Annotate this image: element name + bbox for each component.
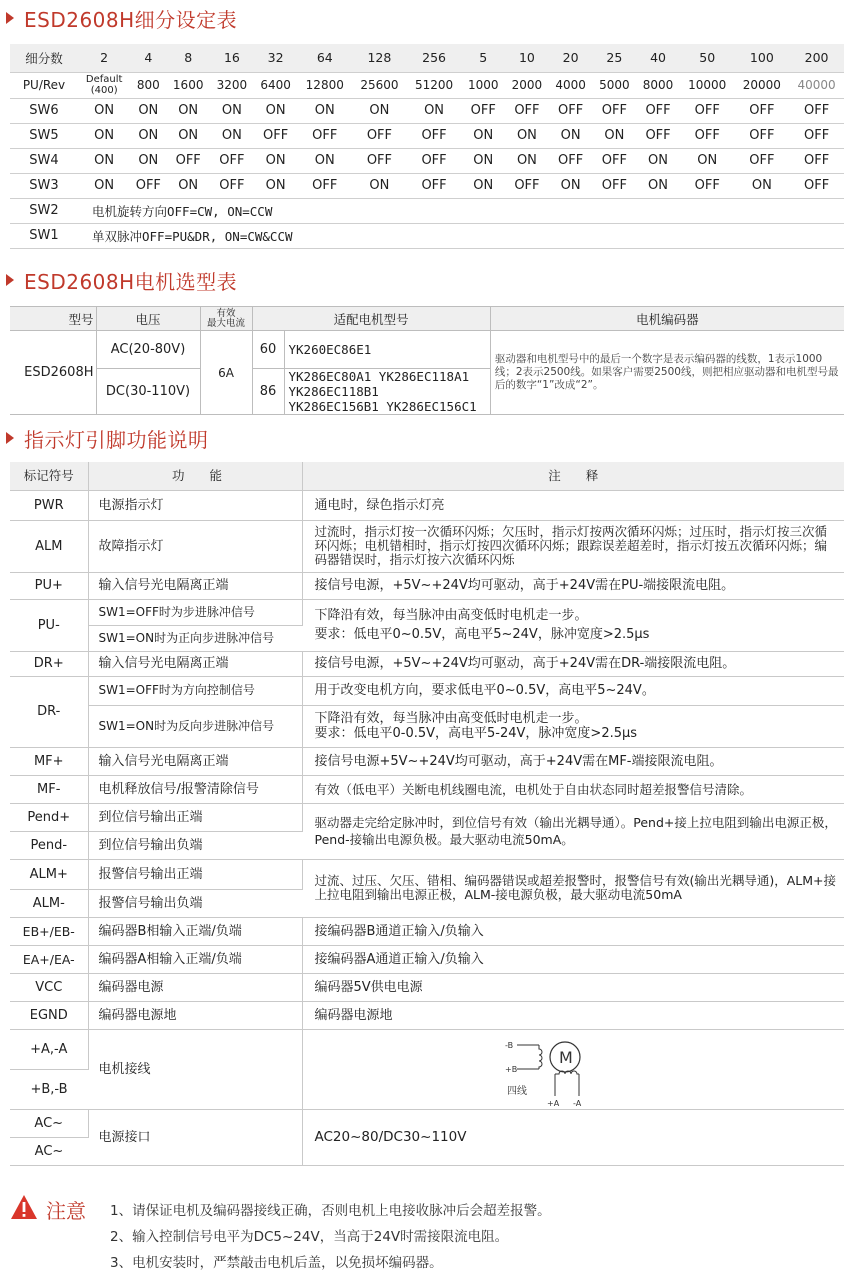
switch-state: OFF: [130, 173, 166, 198]
pin-row-dr-minus: DR- SW1=OFF时为方向控制信号 用于改变电机方向，要求低电平0~0.5V，高电平5~24V。: [10, 676, 844, 705]
motor-models-86: YK286EC80A1 YK286EC118A1 YK286EC118B1 YK286EC156B1 YK286EC156C1: [284, 369, 490, 415]
switch-label: SW5: [10, 123, 78, 148]
pin-row-alm-led: ALM 故障指示灯 过流时，指示灯按一次循环闪烁；欠压时，指示灯按两次循环闪烁；过压时，指示灯按三次循环闪烁；电机错相时，指示灯按四次循环闪烁；跟踪误差超差时，指示灯按五次循环闪烁；编码器错误时，指示灯按六次循环闪烁: [10, 520, 844, 572]
section-title-motor-selection: ESD2608H电机选型表: [6, 266, 237, 294]
switch-state: ON: [166, 98, 210, 123]
switch-state: ON: [130, 98, 166, 123]
triangle-bullet-icon: [6, 12, 14, 24]
pu-value: 8000: [636, 72, 680, 98]
switch-state: ON: [254, 148, 298, 173]
switch-state: OFF: [680, 123, 735, 148]
pin-row-ea: EA+/EA- 编码器A相输入正端/负端 接编码器A通道正输入/负输入: [10, 945, 844, 973]
pu-value: 6400: [254, 72, 298, 98]
sw1-description: 单双脉冲OFF=PU&DR, ON=CW&CCW: [78, 223, 844, 248]
warning-lines: [110, 1198, 551, 1276]
microstep-value: 100: [735, 44, 790, 72]
header-symbol: 标记符号: [10, 462, 88, 490]
switch-state: OFF: [210, 148, 254, 173]
switch-state: OFF: [352, 148, 407, 173]
switch-state: OFF: [636, 123, 680, 148]
driver-model: ESD2608H: [10, 331, 96, 415]
warning-line: 3、电机安装时，严禁敲击电机后盖，以免损坏编码器。: [110, 1255, 443, 1271]
microstep-value: 4: [130, 44, 166, 72]
switch-state: OFF: [636, 98, 680, 123]
pu-value: 2000: [505, 72, 549, 98]
switch-state: ON: [461, 148, 505, 173]
pin-row-pend-plus: Pend+ 到位信号输出正端 驱动器走完给定脉冲时，到位信号有效（输出光耦导通）。Pend+接上拉电阻到输出电源正极，Pend-接输出电源负极。最大驱动电流50mA。: [10, 803, 844, 831]
pu-value: 4000: [549, 72, 593, 98]
microstep-value: 2: [78, 44, 130, 72]
motor-wiring-diagram: [302, 1029, 844, 1109]
switch-state: OFF: [592, 173, 636, 198]
microstep-value: 16: [210, 44, 254, 72]
section-title-microstep: ESD2608H细分设定表: [6, 4, 237, 32]
coil-a-icon: [555, 1071, 579, 1074]
pin-row-pu-minus-2: SW1=ON时为正向步进脉冲信号: [10, 625, 844, 651]
switch-state: ON: [549, 173, 593, 198]
switch-state: ON: [78, 173, 130, 198]
sw1-row: [10, 223, 844, 248]
pin-table-header: [10, 462, 844, 490]
switch-state: OFF: [166, 148, 210, 173]
sw2-label: SW2: [10, 198, 78, 223]
pin-row-eb: EB+/EB- 编码器B相输入正端/负端 接编码器B通道正输入/负输入: [10, 917, 844, 945]
switch-state: OFF: [789, 173, 844, 198]
switch-state: OFF: [407, 123, 462, 148]
switch-state: OFF: [592, 148, 636, 173]
triangle-bullet-icon: [6, 432, 14, 444]
switch-state: OFF: [735, 148, 790, 173]
switch-state: ON: [78, 98, 130, 123]
switch-state: ON: [210, 123, 254, 148]
motor-row-ac: [10, 331, 844, 369]
switch-state: OFF: [789, 123, 844, 148]
frame-size-86: 86: [252, 369, 284, 415]
switch-state: OFF: [297, 123, 352, 148]
pu-value: 1000: [461, 72, 505, 98]
pu-value: 25600: [352, 72, 407, 98]
pin-row-power-1: AC~ 电源接口 AC20~80/DC30~110V: [10, 1109, 844, 1137]
switch-state: OFF: [789, 98, 844, 123]
switch-label: SW6: [10, 98, 78, 123]
pulses-per-rev-row: [10, 72, 844, 98]
switch-state: OFF: [735, 98, 790, 123]
switch-state: ON: [352, 173, 407, 198]
pin-row-pu-plus: PU+ 输入信号光电隔离正端 接信号电源，+5V~+24V均可驱动，高于+24V需在PU-端接限流电阻。: [10, 572, 844, 599]
switch-state: ON: [297, 148, 352, 173]
motor-selection-table: [10, 306, 844, 415]
switch-state: OFF: [210, 173, 254, 198]
pin-row-pu-minus: PU- SW1=OFF时为步进脉冲信号 下降沿有效，每当脉冲由高变低时电机走一步。 要求：低电平0~0.5V，高电平5~24V，脉冲宽度>2.5μs: [10, 599, 844, 625]
switch-state: OFF: [461, 98, 505, 123]
microstep-value: 64: [297, 44, 352, 72]
microstep-value: 50: [680, 44, 735, 72]
switch-state: ON: [78, 123, 130, 148]
switch-row: [10, 123, 844, 148]
switch-row: [10, 173, 844, 198]
pu-default-cell: Default (400): [78, 72, 130, 98]
switch-state: OFF: [505, 173, 549, 198]
switch-state: ON: [549, 123, 593, 148]
microstep-header-label: 细分数: [10, 44, 78, 72]
pin-row-alm-minus: ALM- 报警信号输出负端: [10, 889, 844, 917]
switch-state: ON: [254, 98, 298, 123]
header-current: 有效 最大电流: [200, 307, 252, 331]
microstep-value: 20: [549, 44, 593, 72]
switch-state: ON: [680, 148, 735, 173]
coil-b-icon: [539, 1045, 542, 1069]
switch-state: ON: [636, 173, 680, 198]
header-model: 型号: [10, 307, 96, 331]
switch-label: SW3: [10, 173, 78, 198]
section-title-pin-functions: 指示灯引脚功能说明: [6, 424, 209, 452]
pin-row-egnd: EGND 编码器电源地 编码器电源地: [10, 1001, 844, 1029]
header-motor: 适配电机型号: [252, 307, 490, 331]
encoder-note: 驱动器和电机型号中的最后一个数字是表示编码器的线数，1表示1000线；2表示2500线。如果客户需要2500线，则把相应驱动器和电机型号最后的数字“1”改成“2”。: [490, 331, 844, 415]
pin-row-mf-minus: MF- 电机释放信号/报警清除信号 有效（低电平）关断电机线圈电流，电机处于自由状态同时超差报警信号清除。: [10, 775, 844, 803]
switch-state: ON: [461, 123, 505, 148]
pu-value: 800: [130, 72, 166, 98]
microstep-header-row: [10, 44, 844, 72]
pin-row-pend-minus: Pend- 到位信号输出负端: [10, 831, 844, 859]
microstep-value: 256: [407, 44, 462, 72]
pin-function-table: [10, 462, 844, 1166]
switch-state: OFF: [549, 98, 593, 123]
switch-state: OFF: [680, 98, 735, 123]
microstep-value: 200: [789, 44, 844, 72]
microstep-table: [10, 44, 844, 249]
switch-state: ON: [735, 173, 790, 198]
pin-row-power-2: AC~: [10, 1137, 844, 1165]
pu-rev-label: PU/Rev: [10, 72, 78, 98]
sw1-label: SW1: [10, 223, 78, 248]
header-encoder: 电机编码器: [490, 307, 844, 331]
switch-state: OFF: [254, 123, 298, 148]
warning-block: [10, 1192, 844, 1276]
motor-selection-header: [10, 307, 844, 331]
frame-size-60: 60: [252, 331, 284, 369]
switch-state: OFF: [297, 173, 352, 198]
max-current: 6A: [200, 331, 252, 415]
microstep-value: 128: [352, 44, 407, 72]
sw2-row: [10, 198, 844, 223]
four-wire-label: 四线: [506, 1085, 527, 1097]
pin-row-motor-a: +A,-A 电机接线 -B +B M 四线 +A -A: [10, 1029, 844, 1069]
switch-state: OFF: [505, 98, 549, 123]
warning-triangle-icon: [10, 1194, 38, 1220]
pin-row-motor-b: +B,-B: [10, 1069, 844, 1109]
pu-value: 1600: [166, 72, 210, 98]
label-b-plus: +B: [504, 1064, 517, 1074]
switch-state: OFF: [592, 98, 636, 123]
pu-value: 51200: [407, 72, 462, 98]
microstep-value: 5: [461, 44, 505, 72]
switch-state: ON: [352, 98, 407, 123]
switch-state: ON: [130, 148, 166, 173]
microstep-value: 32: [254, 44, 298, 72]
pu-value: 10000: [680, 72, 735, 98]
switch-state: ON: [166, 173, 210, 198]
microstep-value: 25: [592, 44, 636, 72]
triangle-bullet-icon: [6, 274, 14, 286]
warning-label: 注意: [46, 1199, 86, 1223]
switch-state: ON: [407, 98, 462, 123]
switch-state: OFF: [549, 148, 593, 173]
pin-row-pwr: PWR 电源指示灯 通电时，绿色指示灯亮: [10, 490, 844, 520]
switch-state: ON: [130, 123, 166, 148]
motor-wiring-icon: [503, 1034, 643, 1114]
header-notes: 注 释: [302, 462, 844, 490]
switch-state: OFF: [352, 123, 407, 148]
microstep-value: 10: [505, 44, 549, 72]
microstep-value: 8: [166, 44, 210, 72]
voltage-ac: AC(20-80V): [96, 331, 200, 369]
switch-state: OFF: [735, 123, 790, 148]
switch-state: OFF: [789, 148, 844, 173]
switch-state: OFF: [407, 148, 462, 173]
motor-model-60: YK260EC86E1: [284, 331, 490, 369]
label-a-plus: +A: [546, 1098, 559, 1108]
switch-state: ON: [210, 98, 254, 123]
switch-state: ON: [505, 148, 549, 173]
pu-value: 40000: [789, 72, 844, 98]
switch-state: ON: [505, 123, 549, 148]
pu-value: 20000: [735, 72, 790, 98]
switch-state: ON: [297, 98, 352, 123]
header-voltage: 电压: [96, 307, 200, 331]
switch-state: ON: [461, 173, 505, 198]
switch-state: ON: [592, 123, 636, 148]
label-a-minus: -A: [572, 1098, 581, 1108]
switch-state: ON: [254, 173, 298, 198]
pin-row-mf-plus: MF+ 输入信号光电隔离正端 接信号电源+5V~+24V均可驱动，高于+24V需在MF-端接限流电阻。: [10, 747, 844, 775]
switch-state: OFF: [407, 173, 462, 198]
pin-row-dr-minus-2: SW1=ON时为反向步进脉冲信号 下降沿有效，每当脉冲由高变低时电机走一步。 要求：低电平0-0.5V，高电平5-24V，脉冲宽度>2.5μs: [10, 705, 844, 747]
voltage-dc: DC(30-110V): [96, 369, 200, 415]
warning-line: 1、请保证电机及编码器接线正确，否则电机上电接收脉冲后会超差报警。: [110, 1203, 551, 1219]
pu-value: 5000: [592, 72, 636, 98]
pu-value: 3200: [210, 72, 254, 98]
label-b-minus: -B: [504, 1040, 513, 1050]
motor-letter: M: [558, 1047, 573, 1067]
header-function: 功 能: [88, 462, 302, 490]
switch-state: ON: [166, 123, 210, 148]
pin-row-vcc: VCC 编码器电源 编码器5V供电电源: [10, 973, 844, 1001]
pin-row-dr-plus: DR+ 输入信号光电隔离正端 接信号电源，+5V~+24V均可驱动，高于+24V需在DR-端接限流电阻。: [10, 651, 844, 676]
switch-state: OFF: [680, 173, 735, 198]
switch-state: ON: [78, 148, 130, 173]
pin-row-alm-plus: ALM+ 报警信号输出正端 过流、过压、欠压、错相、编码器错误或超差报警时，报警信号有效(输出光耦导通)，ALM+接上拉电阻到输出电源正极，ALM-接电源负极，最大驱动电流50mA: [10, 859, 844, 889]
switch-label: SW4: [10, 148, 78, 173]
switch-row: [10, 98, 844, 123]
pu-value: 12800: [297, 72, 352, 98]
switch-row: [10, 148, 844, 173]
sw2-description: 电机旋转方向OFF=CW, ON=CCW: [78, 198, 844, 223]
microstep-value: 40: [636, 44, 680, 72]
warning-line: 2、输入控制信号电平为DC5~24V，当高于24V时需接限流电阻。: [110, 1229, 509, 1245]
switch-state: ON: [636, 148, 680, 173]
